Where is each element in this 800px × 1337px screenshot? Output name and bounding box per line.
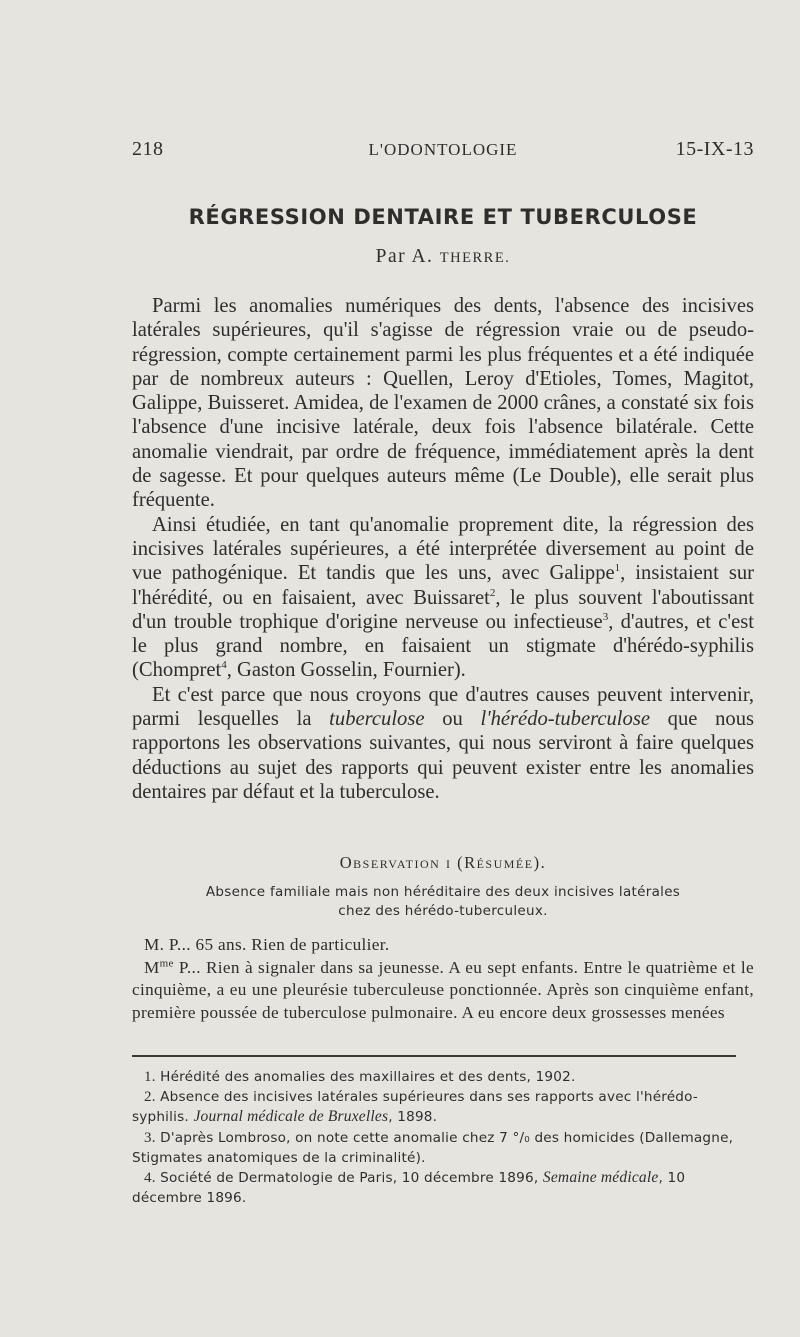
footnote-ref-4: 4 [221,659,227,672]
observation-summary [132,883,754,921]
footnote-divider [132,1055,736,1057]
paragraph-2-part: Ainsi étudiée, en tant qu'anomalie proprement dite, la régression des incisives latérales supérieures, a été interprétée diversement au point de vue pathogénique. Et tandis que les uns, avec Galippe [132,513,754,585]
footnote-text: Absence des incisives latérales supérieures dans ses rapports avec l'hérédo-syphilis. [132,1089,699,1126]
footnote-journal: Journal médicale de Bruxelles [193,1108,389,1126]
issue-date: 15-IX-13 [675,138,754,160]
footnote-1 [132,1067,754,1087]
footnote-text: , 10 décembre 1896. [132,1170,686,1207]
emphasis-tuberculose: tuberculose [329,708,425,731]
byline [132,246,754,268]
footnote-number: 1. [144,1069,156,1085]
author-name: THERRE. [439,250,511,266]
running-head [132,138,754,168]
paragraph-3-part: Et c'est parce que nous croyons que d'autres causes peuvent intervenir, parmi lesquelles la [132,683,754,731]
case-description [132,934,754,1024]
paragraph-3-part: que nous rapportons les observations suivantes, qui nous serviront à faire quelques déductions au sujet des rapports qui peuvent exister entre les anomalies dentaires par défaut et la tuberculose. [132,708,755,803]
case-paragraph-2 [132,957,754,1025]
paragraph-2-part: , insistaient sur l'hérédité, ou en faisaient, avec Buissaret [132,562,754,609]
case-paragraph-2-text: P... Rien à signaler dans sa jeunesse. A eu sept enfants. Entre le quatrième et le cinquième, a eu une pleurésie tuberculeuse ponctionnée. Après son cinquième enfant, première poussée de tuberculose pulmonaire. A eu encore deux grossesses menées [132,957,754,1022]
paragraph-1: Parmi les anomalies numériques des dents, l'absence des incisives latérales supérieures, qu'il s'agisse de régression vraie ou de pseudo-régression, compte certainement parmi les plus fréquentes et a été indiquée par de nombreux auteurs : Quellen, Leroy d'Etioles, Tomes, Magitot, Galippe, Buisseret. Amidea, de l'examen de 2000 crânes, a constaté six fois l'absence d'une incisive latérale, deux fois l'absence bilatérale. Cette anomalie viendrait, par ordre de fréquence, immédiatement après la dent de sagesse. Et pour quelques auteurs même (Le Double), elle serait plus fréquente. [132,295,754,512]
byline-prefix: Par A. [375,246,434,267]
footnote-ref-2: 2 [489,586,496,599]
article-body [132,294,754,804]
footnote-number: 4. [144,1170,156,1187]
observation-heading: Observation i (Résumée). [339,853,547,872]
case-title-sup: me [159,956,174,969]
summary-line-2: chez des hérédo-tuberculeux. [338,903,548,919]
footnote-text: , 1898. [388,1109,438,1126]
footnote-2 [132,1087,754,1127]
emphasis-heredo-tuberculose: l'hérédo-tuberculose [480,708,650,731]
summary-line-1: Absence familiale mais non héréditaire des deux incisives latérales [205,884,681,900]
paragraph-2-part: , le plus souvent l'aboutissant d'un trouble trophique d'origine nerveuse ou infectieuse [132,586,755,633]
page-number: 218 [132,138,164,160]
footnote-number: 3. [144,1129,156,1146]
paragraph-2-part: , d'autres, et c'est le plus grand nombre, en faisaient un stigmate d'hérédo-syphilis (Chompret [132,610,755,682]
footnote-text: Hérédité des anomalies des maxillaires et des dents, 1902. [155,1069,576,1085]
footnote-4 [132,1168,754,1208]
footnote-ref-3: 3 [602,611,609,623]
paragraph-3 [132,683,754,804]
journal-title: L'ODONTOLOGIE [368,140,518,159]
footnotes [132,1067,754,1208]
footnote-text: Société de Dermatologie de Paris, 10 décembre 1896, [155,1170,543,1187]
article-title: RÉGRESSION DENTAIRE ET TUBERCULOSE [188,205,698,229]
case-paragraph-1: M. P... 65 ans. Rien de particulier. [144,935,390,954]
paragraph-2-part: , Gaston Gosselin, Fournier). [226,659,466,682]
footnote-journal: Semaine médicale [542,1169,659,1187]
footnote-number: 2. [144,1089,156,1106]
paragraph-3-part: ou [424,708,481,731]
paragraph-2 [132,513,754,683]
case-title-prefix: M [144,957,160,977]
footnote-text: D'après Lombroso, on note cette anomalie chez 7 °/₀ des homicides (Dallemagne, Stigmates anatomiques de la criminalité). [132,1129,734,1166]
footnote-3 [132,1128,754,1168]
footnote-ref-1: 1 [614,562,621,575]
